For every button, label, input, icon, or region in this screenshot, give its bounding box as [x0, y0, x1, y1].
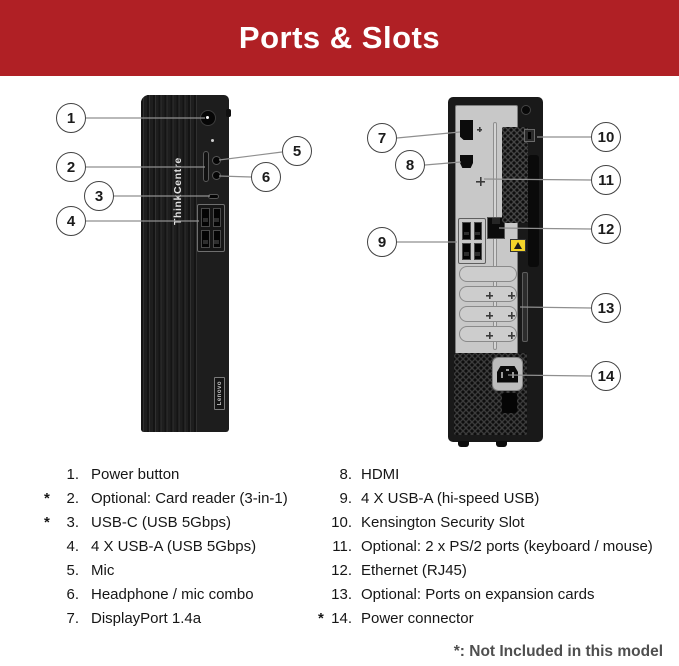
ports-diagram — [0, 76, 679, 460]
legend-item-5: 5. Mic — [66, 561, 115, 579]
warning-triangle-icon — [514, 242, 522, 249]
kensington-opening — [528, 132, 531, 139]
thinkcentre-logo: ThinkCentre — [172, 157, 184, 225]
callout-4: 4 — [56, 206, 86, 236]
side-screw — [226, 109, 231, 117]
usb-a-port — [213, 208, 222, 227]
power-connector — [492, 357, 523, 391]
rear-view-tower — [448, 97, 543, 442]
screw-mark — [508, 312, 515, 319]
expansion-slot-cover — [459, 326, 517, 342]
front-usb-a-ports — [197, 204, 225, 252]
rear-usb-a-ports — [458, 218, 486, 264]
callout-2: 2 — [56, 152, 86, 182]
slot-bracket — [522, 272, 528, 342]
legend-item-2: * 2. Optional: Card reader (3-in-1) — [44, 489, 288, 507]
header-banner — [0, 0, 679, 76]
legend-item-8: 8. HDMI — [339, 465, 400, 483]
displayport — [460, 120, 473, 140]
mic-port — [212, 156, 221, 165]
callout-8: 8 — [395, 150, 425, 180]
legend-item-7: 7. DisplayPort 1.4a — [66, 609, 202, 627]
screw-mark — [486, 312, 493, 319]
rear-latch — [502, 393, 517, 413]
callout-6: 6 — [251, 162, 281, 192]
usb-a-port — [213, 230, 222, 249]
callout-3: 3 — [84, 181, 114, 211]
usb-c-port — [208, 194, 219, 199]
legend-item-13: 13. Optional: Ports on expansion cards — [331, 585, 595, 603]
screw-mark — [486, 292, 493, 299]
legend-item-10: 10. Kensington Security Slot — [331, 513, 525, 531]
usb-a-port — [474, 222, 483, 240]
legend-right-column — [318, 462, 653, 630]
screw-mark — [486, 332, 493, 339]
callout-10: 10 — [591, 122, 621, 152]
callout-14: 14 — [591, 361, 621, 391]
usb-a-port — [201, 208, 210, 227]
callout-11: 11 — [591, 165, 621, 195]
screw-mark — [508, 332, 515, 339]
callout-12: 12 — [591, 214, 621, 244]
footnote: *: Not Included in this model — [453, 643, 663, 660]
warning-label — [510, 239, 526, 252]
status-led — [211, 139, 214, 142]
callout-9: 9 — [367, 227, 397, 257]
screw-mark — [508, 292, 515, 299]
legend-left-column — [44, 462, 288, 630]
callout-7: 7 — [367, 123, 397, 153]
legend-item-3: * 3. USB-C (USB 5Gbps) — [44, 513, 232, 531]
callout-1: 1 — [56, 103, 86, 133]
card-reader-slot — [203, 151, 209, 182]
callout-5: 5 — [282, 136, 312, 166]
ps2-location-mark — [476, 177, 485, 186]
front-view-tower — [141, 95, 229, 432]
legend-item-12: 12. Ethernet (RJ45) — [331, 561, 467, 579]
kensington-security-slot — [524, 129, 535, 142]
leader-lines — [0, 76, 679, 460]
legend-item-1: 1. Power button — [66, 465, 180, 483]
hdmi-port — [460, 155, 473, 168]
foot — [496, 441, 507, 447]
expansion-slot-cover — [459, 286, 517, 302]
front-ribbed-panel — [141, 95, 200, 432]
usb-a-port — [462, 222, 471, 240]
lenovo-badge: Lenovo — [214, 377, 225, 410]
usb-a-port — [201, 230, 210, 249]
foot — [458, 441, 469, 447]
thumbscrew — [521, 105, 531, 115]
usb-a-port — [474, 243, 483, 261]
usb-a-port — [462, 243, 471, 261]
c14-inlet — [497, 366, 518, 383]
legend-item-11: 11. Optional: 2 x PS/2 ports (keyboard / mouse) — [332, 537, 653, 555]
screw-mark — [477, 127, 482, 132]
expansion-slot-cover — [459, 266, 517, 282]
headphone-port — [212, 171, 221, 180]
legend-item-14: * 14. Power connector — [318, 609, 474, 627]
callout-13: 13 — [591, 293, 621, 323]
rear-recess — [528, 155, 539, 267]
legend-item-9: 9. 4 X USB-A (hi-speed USB) — [339, 489, 540, 507]
power-icon — [206, 116, 209, 119]
power-button — [200, 110, 216, 126]
expansion-slot-cover — [459, 306, 517, 322]
page-title: Ports & Slots — [238, 20, 441, 55]
legend-item-4: 4. 4 X USB-A (USB 5Gbps) — [66, 537, 257, 555]
legend-item-6: 6. Headphone / mic combo — [66, 585, 254, 603]
